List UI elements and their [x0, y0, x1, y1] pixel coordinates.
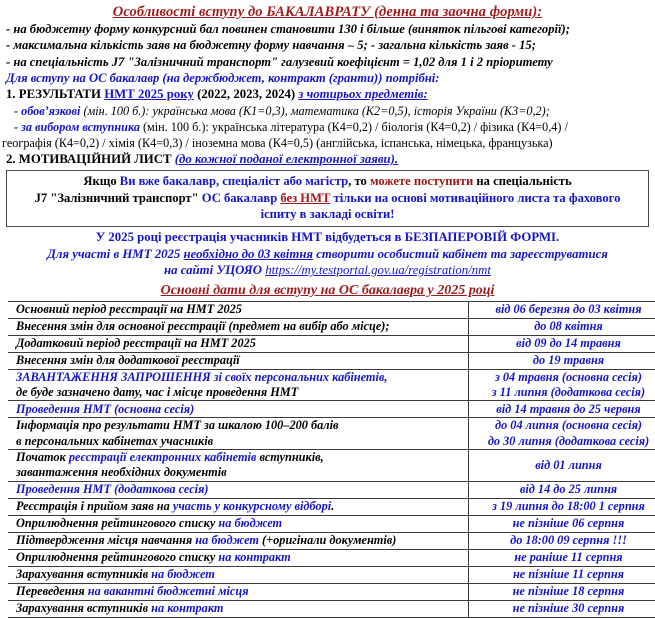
requirement-2-number: 2. МОТИВАЦІЙНИЙ ЛИСТ: [6, 152, 172, 166]
date-text: від 09 до 14 травня: [516, 336, 621, 350]
date-cell: [469, 449, 655, 481]
table-row: [8, 318, 655, 335]
notice-l2-c: без НМТ: [280, 191, 330, 205]
event-text-line2: в персональних кабінетах учасників: [16, 434, 464, 449]
table-row: [8, 418, 655, 450]
date-text: з 19 липня до 18:00 1 серпня: [492, 499, 645, 513]
table-row: [8, 532, 655, 549]
key-dates-table-body: [8, 301, 655, 617]
event-text: Додатковий період реєстрації на НМТ 2025: [16, 336, 256, 350]
event-text: Реєстрація і прийом заяв на участь у конкурсному відборі.: [16, 499, 334, 513]
paperless-line-3: [0, 262, 655, 279]
event-text: Внесення змін для основної реєстрації (предмет на вибір або місце);: [16, 319, 390, 333]
date-text: від 14 травня до 25 червня: [496, 402, 640, 416]
optional-label: - за вибором вступника: [14, 120, 140, 134]
mandatory-text: (мін. 100 б.): українська мова (К1=0,3), математика (К2=0,5), історія України (К3=0,2);: [83, 104, 549, 118]
notice-l1-a: Якщо: [83, 174, 116, 188]
date-cell: [469, 318, 655, 335]
bullet-item-3: - на спеціальність J7 "Залізничний транспорт" галузевий коефіцієнт = 1,02 для 1 і 2 пріоритету: [0, 54, 655, 70]
date-cell: [469, 418, 655, 450]
date-cell: [469, 301, 655, 318]
event-text: Початок реєстрації електронних кабінетів вступників,: [16, 450, 324, 464]
requirement-1-number: 1. РЕЗУЛЬТАТИ: [6, 87, 101, 101]
event-cell: [8, 369, 469, 401]
date-text: від 14 до 25 липня: [520, 482, 617, 496]
event-text: Оприлюднення рейтингового списку на бюджет: [16, 516, 282, 530]
date-cell: [469, 515, 655, 532]
event-cell: [8, 600, 469, 617]
event-text: ЗАВАНТАЖЕННЯ ЗАПРОШЕННЯ зі своїх персональних кабінетів,: [16, 370, 387, 384]
requirement-1-years: (2022, 2023, 2024): [197, 87, 295, 101]
requirement-1-line: [0, 86, 655, 102]
notice-l1-b: Ви вже бакалавр, спеціаліст або магістр: [120, 174, 348, 188]
paperless-line-1: У 2025 році реєстрація учасників НМТ відбудеться в БЕЗПАПЕРОВІЙ ФОРМІ.: [0, 229, 655, 246]
table-row: [8, 335, 655, 352]
table-row: [8, 600, 655, 617]
event-cell: [8, 335, 469, 352]
date-text-line2: з 11 липня (додаткова сесія): [473, 385, 655, 400]
event-text: Оприлюднення рейтингового списку на контракт: [16, 550, 291, 564]
event-cell: [8, 566, 469, 583]
date-cell: [469, 401, 655, 418]
date-text: не пізніше 30 серпня: [513, 601, 625, 615]
notice-box: [6, 170, 649, 227]
table-row: [8, 583, 655, 600]
event-text: Проведення НМТ (додаткова сесія): [16, 482, 209, 496]
date-text: до 18:00 09 серпня !!!: [510, 533, 627, 547]
date-cell: [469, 600, 655, 617]
table-row: [8, 401, 655, 418]
table-row: [8, 498, 655, 515]
notice-box-line-1: [11, 173, 644, 190]
event-text-line2: завантаження необхідних документів: [16, 465, 464, 480]
requirement-2-note: (до кожної поданої електронної заяви).: [175, 152, 398, 166]
mandatory-subjects-line: [0, 103, 655, 119]
date-text-line2: до 30 липня (додаткова сесія): [473, 434, 655, 449]
date-text: до 04 липня (основна сесія): [495, 418, 642, 432]
notice-l1-d: можете поступити: [370, 174, 473, 188]
requirement-2-line: [0, 151, 655, 167]
paperless-l3-a: на сайті УЦОЯО: [164, 263, 262, 277]
event-text: Інформація про результати НМТ за шкалою 100–200 балів: [16, 418, 339, 432]
table-row: [8, 481, 655, 498]
date-cell: [469, 335, 655, 352]
date-cell: [469, 532, 655, 549]
event-cell: [8, 549, 469, 566]
table-row: [8, 301, 655, 318]
table-row: [8, 566, 655, 583]
notice-box-line-2: [11, 190, 644, 207]
date-text: до 08 квітня: [534, 319, 603, 333]
date-text: від 01 липня: [535, 458, 602, 472]
event-text: Зарахування вступників на бюджет: [16, 567, 215, 581]
notice-l2-b: ОС бакалавр: [202, 191, 277, 205]
event-cell: [8, 418, 469, 450]
notice-l1-c: , то: [348, 174, 367, 188]
notice-box-line-3: іспиту в закладі освіти!: [11, 206, 644, 223]
event-cell: [8, 515, 469, 532]
event-cell: [8, 301, 469, 318]
date-text: не раніше 11 серпня: [514, 550, 622, 564]
table-row: [8, 369, 655, 401]
event-cell: [8, 532, 469, 549]
paperless-line-2: [0, 246, 655, 263]
table-row: [8, 352, 655, 369]
optional-text-1: (мін. 100 б.): українська література (К4=0,2) / біологія (К4=0,2) / фізика (К4=0,4) /: [143, 120, 568, 134]
notice-l2-d: тільки на основі мотиваційного листа та фахового: [334, 191, 621, 205]
bullet-item-2: - максимальна кількість заяв на бюджетну форму навчання – 5; - загальна кількість заяв - 15;: [0, 37, 655, 53]
date-cell: [469, 566, 655, 583]
dates-table-title: Основні дати для вступу на ОС бакалавра у 2025 році: [0, 279, 655, 300]
event-cell: [8, 449, 469, 481]
date-text: не пізніше 06 серпня: [513, 516, 625, 530]
event-text: Проведення НМТ (основна сесія): [16, 402, 194, 416]
date-text: з 04 травня (основна сесія): [495, 370, 642, 384]
optional-subjects-line: [0, 119, 655, 135]
table-row: [8, 549, 655, 566]
date-text: не пізніше 11 серпня: [513, 567, 624, 581]
nmt-link[interactable]: НМТ 2025 року: [104, 87, 194, 101]
intro-line: Для вступу на ОС бакалавр (на держбюджет, контракт (гранти)) потрібні:: [0, 70, 655, 86]
date-cell: [469, 583, 655, 600]
date-text: до 19 травня: [533, 353, 604, 367]
paperless-deadline: необхідно до 03 квітня: [184, 247, 314, 261]
date-text: від 06 березня до 03 квітня: [495, 302, 641, 316]
mandatory-label: - обов’язкові: [14, 104, 80, 118]
notice-l1-e: на спеціальність: [476, 174, 571, 188]
registration-url-link[interactable]: https://my.testportal.gov.ua/registration/nmt: [265, 263, 491, 277]
table-row: [8, 515, 655, 532]
event-text: Зарахування вступників на контракт: [16, 601, 223, 615]
event-cell: [8, 318, 469, 335]
event-cell: [8, 481, 469, 498]
date-cell: [469, 481, 655, 498]
event-cell: [8, 401, 469, 418]
event-cell: [8, 498, 469, 515]
notice-l2-a: J7 "Залізничний транспорт": [35, 191, 199, 205]
optional-subjects-line-2: географія (К4=0,2) / хімія (К4=0,3) / іноземна мова (К4=0,5) (англійська, іспанська, німецька, французька): [0, 135, 655, 151]
date-cell: [469, 549, 655, 566]
bullet-item-1: - на бюджетну форму конкурсний бал повинен становити 130 і більше (виняток пільгові категорії);: [0, 21, 655, 37]
requirement-1-suffix: з чотирьох предметів:: [298, 87, 427, 101]
table-row: [8, 449, 655, 481]
paperless-l2-c: створити особистий кабінет та зареєструватися: [316, 247, 608, 261]
paperless-l2-a: Для участі в НМТ 2025: [47, 247, 180, 261]
date-cell: [469, 352, 655, 369]
event-cell: [8, 352, 469, 369]
event-text-line2: де буде зазначено дату, час і місце проведення НМТ: [16, 385, 464, 400]
page-title: Особливості вступу до БАКАЛАВРАТУ (денна та заочна форми):: [0, 0, 655, 21]
event-text: Підтвердження місця навчання на бюджет (+оригінали документів): [16, 533, 396, 547]
event-cell: [8, 583, 469, 600]
event-text: Внесення змін для додаткової реєстрації: [16, 353, 240, 367]
key-dates-table: [8, 301, 655, 618]
event-text: Основний період реєстрації на НМТ 2025: [16, 302, 242, 316]
date-text: не пізніше 18 серпня: [513, 584, 625, 598]
date-cell: [469, 369, 655, 401]
date-cell: [469, 498, 655, 515]
event-text: Переведення на вакантні бюджетні місця: [16, 584, 249, 598]
